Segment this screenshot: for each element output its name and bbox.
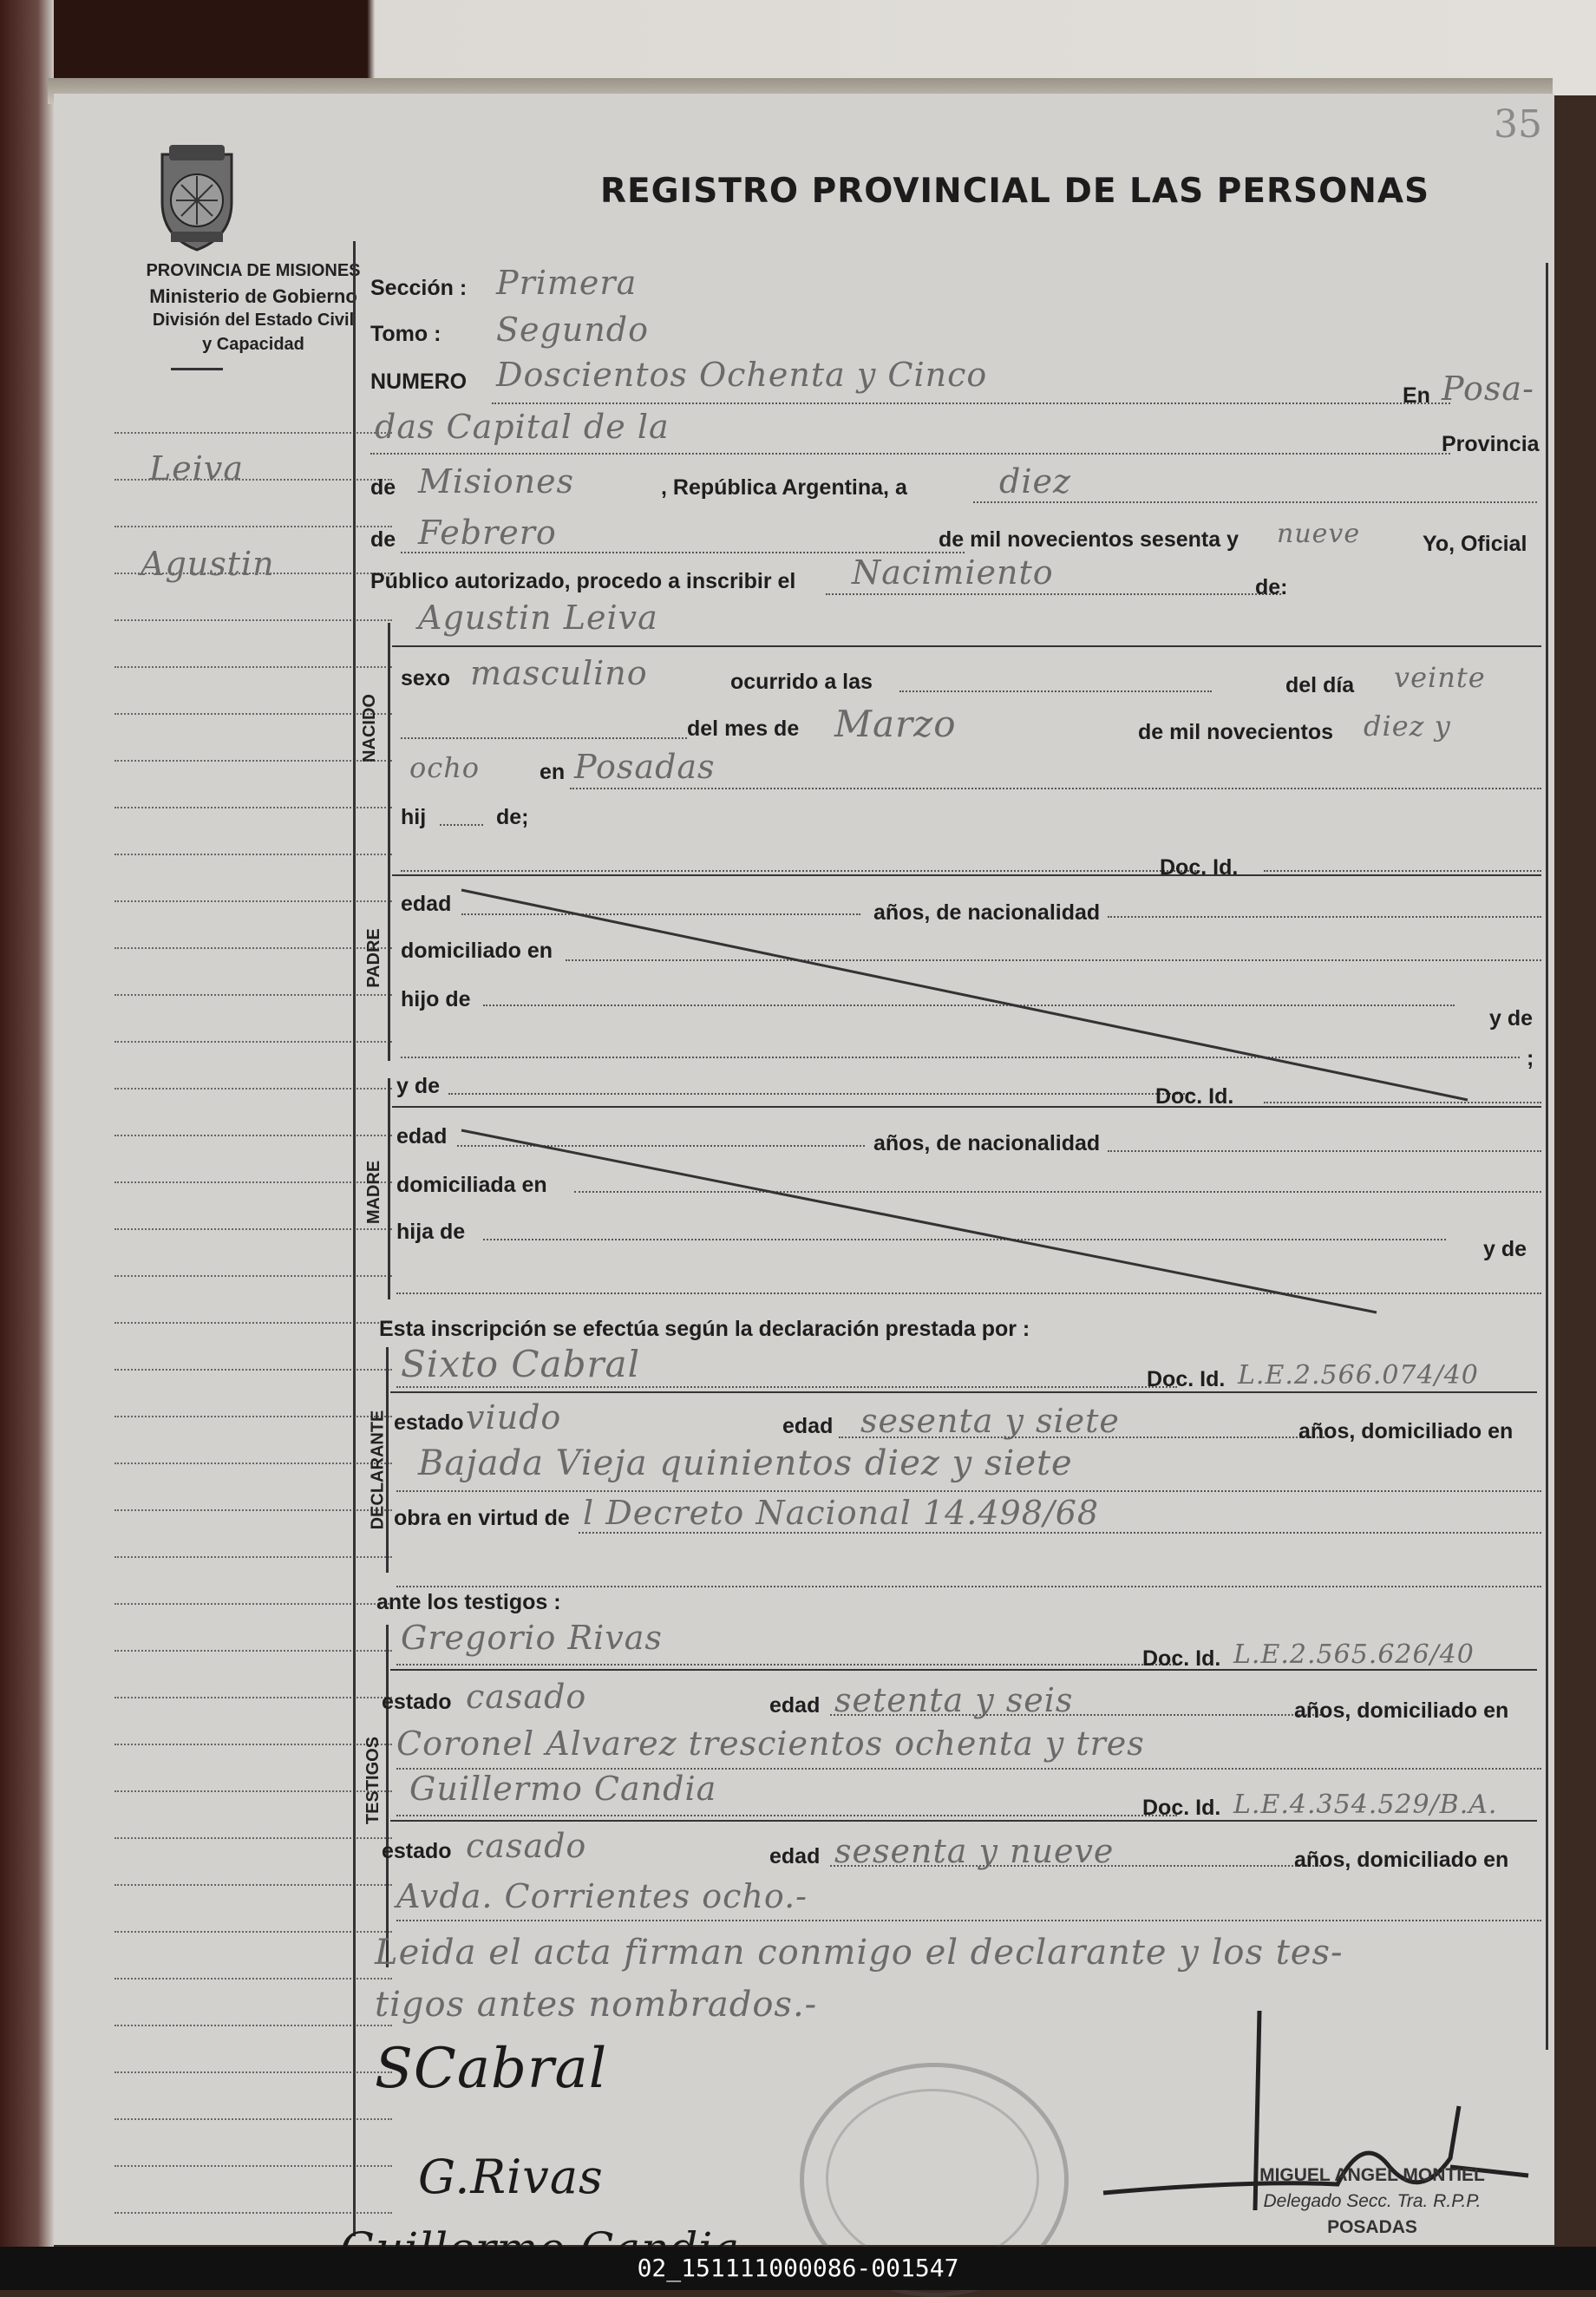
witness1-anos-label: años, domiciliado en: [1294, 1698, 1509, 1723]
birth-year-a-value: diez y: [1364, 710, 1451, 743]
decree-value: l Decreto Nacional 14.498/68: [583, 1494, 1100, 1532]
declarant-state-value: viudo: [466, 1398, 562, 1436]
declarant-age-line: [839, 1436, 1325, 1438]
witness2-name-value: Guillermo Candia: [409, 1770, 717, 1808]
madre-hija-label: hija de: [396, 1220, 466, 1244]
witness2-doc-value: L.E.4.354.529/B.A.: [1233, 1790, 1498, 1820]
closing-text-line2: tigos antes nombrados.-: [375, 1985, 818, 2025]
witness1-age-line: [830, 1714, 1325, 1716]
witness1-state-value: casado: [466, 1678, 587, 1716]
sex-value: masculino: [470, 654, 648, 692]
birth-place-value: Posadas: [574, 748, 716, 786]
declarant-age-value: sesenta y siete: [860, 1402, 1120, 1440]
witness1-name-value: Gregorio Rivas: [401, 1619, 663, 1657]
margin-given-name: Agustin: [141, 545, 275, 583]
witness2-edad-label: edad: [769, 1844, 821, 1868]
declarant-address-value: Bajada Vieja quinientos diez y siete: [418, 1443, 1073, 1483]
capacity-label: y Capacidad: [202, 335, 304, 354]
day-value: diez: [999, 462, 1071, 501]
declarant-extra-line: [396, 1586, 1541, 1587]
province-value: Misiones: [418, 462, 575, 501]
del-mes-label: del mes de: [687, 717, 800, 741]
child-name-value: Agustin Leiva: [418, 599, 658, 637]
witness1-estado-label: estado: [382, 1690, 452, 1714]
witness2-age-line: [830, 1865, 1325, 1867]
image-id-footer: 02_151111000086-001547: [0, 2247, 1596, 2290]
witness1-address-value: Coronel Alvarez trescientos ochenta y tres: [396, 1724, 1145, 1763]
province-label: PROVINCIA DE MISIONES: [146, 261, 361, 280]
official-role: Delegado Secc. Tra. R.P.P.: [1263, 2191, 1482, 2211]
declarant-name-line: [396, 1386, 1177, 1388]
division-label: División del Estado Civil: [152, 311, 355, 330]
act-value: Nacimiento: [852, 553, 1054, 592]
madre-domicilio-label: domiciliada en: [396, 1173, 547, 1197]
padre-domicilio-label: domiciliado en: [401, 939, 553, 963]
document-title: REGISTRO PROVINCIAL DE LAS PERSONAS: [600, 172, 1430, 211]
ministry-label: Ministerio de Gobierno: [149, 285, 357, 307]
page-number: 35: [1494, 102, 1542, 147]
birth-month-value: Marzo: [834, 703, 957, 745]
register-page: [54, 94, 1554, 2245]
padre-hijo-label: hijo de: [401, 987, 471, 1011]
strike-lines: [54, 94, 1554, 2245]
nacido-section-label: NACIDO: [359, 694, 379, 762]
numero-label: NUMERO: [370, 370, 468, 394]
madre-nac-label: años, de nacionalidad: [873, 1131, 1101, 1155]
obra-label: obra en virtud de: [394, 1506, 570, 1530]
witness2-anos-label: años, domiciliado en: [1294, 1848, 1509, 1872]
testigos-bracket: [386, 1625, 389, 1967]
witness1-doc-value: L.E.2.565.626/40: [1233, 1639, 1475, 1670]
book-binding: [0, 0, 54, 2290]
mil-novecientos-label: de mil novecientos: [1138, 720, 1334, 744]
padre-section-label: PADRE: [363, 928, 383, 988]
official-seal-inner: [826, 2089, 1039, 2268]
padre-y-de-label: y de: [1489, 1006, 1534, 1031]
provincia-label: Provincia: [1442, 432, 1540, 456]
witness2-state-value: casado: [466, 1827, 587, 1865]
en-place-value: Posa-: [1442, 370, 1534, 408]
padre-semicolon: ;: [1527, 1046, 1534, 1070]
republica-label: , República Argentina, a: [661, 475, 907, 500]
witness2-name-line: [396, 1815, 1177, 1816]
testigos-section-label: TESTIGOS: [363, 1736, 383, 1825]
de-label-2: de: [370, 527, 396, 552]
declarant-doc-label: Doc. Id.: [1147, 1367, 1226, 1391]
declarant-address-line: [396, 1490, 1541, 1492]
del-dia-label: del día: [1285, 673, 1355, 697]
en-label: En: [1403, 383, 1430, 408]
madre-y-de-label-2: y de: [1483, 1237, 1527, 1261]
seccion-label: Sección :: [370, 276, 468, 300]
declarant-edad-label: edad: [782, 1414, 834, 1438]
declarante-bracket: [386, 1347, 389, 1573]
yo-oficial-label: Yo, Oficial: [1423, 532, 1527, 556]
witness2-age-value: sesenta y nueve: [834, 1832, 1115, 1870]
official-city: POSADAS: [1327, 2217, 1417, 2237]
witness2-top-rule: [390, 1820, 1537, 1822]
closing-text-line1: Leida el acta firman conmigo el declarante y los tes-: [375, 1933, 1344, 1973]
signature-witness1: G.Rivas: [418, 2150, 604, 2204]
signature-declarant: SCabral: [375, 2037, 608, 2101]
declarant-name-value: Sixto Cabral: [401, 1343, 641, 1385]
madre-y-de-label: y de: [396, 1074, 441, 1098]
en-label-2: en: [540, 760, 566, 784]
tomo-value: Segundo: [496, 311, 649, 349]
margin-surname: Leiva: [149, 449, 244, 488]
witness1-name-line: [396, 1664, 1177, 1665]
publico-label: Público autorizado, procedo a inscribir el: [370, 569, 796, 593]
declarant-estado-label: estado: [394, 1410, 464, 1435]
declarant-doc-value: L.E.2.566.074/40: [1238, 1360, 1479, 1391]
declarant-top-rule: [390, 1391, 1537, 1393]
madre-edad-label: edad: [396, 1124, 448, 1148]
witness1-top-rule: [390, 1669, 1537, 1671]
birth-day-value: veinte: [1394, 661, 1486, 694]
birth-year-b-value: ocho: [409, 751, 481, 784]
ocurrido-label: ocurrido a las: [730, 670, 873, 694]
mil-sesenta-label: de mil novecientos sesenta y: [939, 527, 1239, 552]
witness2-address-line: [396, 1920, 1541, 1921]
witness2-doc-label: Doc. Id.: [1142, 1796, 1221, 1820]
padre-edad-label: edad: [401, 892, 452, 916]
inscripcion-label: Esta inscripción se efectúa según la declaración prestada por :: [379, 1317, 1030, 1341]
tomo-label: Tomo :: [370, 322, 442, 346]
declarante-section-label: DECLARANTE: [368, 1410, 388, 1530]
decree-line: [579, 1532, 1541, 1534]
de-semicolon-label: de;: [496, 805, 529, 829]
padre-nac-label: años, de nacionalidad: [873, 900, 1101, 925]
padre-doc-label: Doc. Id.: [1160, 855, 1239, 880]
numero-value: Doscientos Ochenta y Cinco: [496, 356, 988, 394]
sexo-label: sexo: [401, 666, 450, 690]
madre-section-label: MADRE: [364, 1160, 384, 1225]
ante-testigos-label: ante los testigos :: [376, 1590, 561, 1614]
madre-doc-label: Doc. Id.: [1155, 1084, 1234, 1109]
declarant-anos-label: años, domiciliado en: [1298, 1419, 1514, 1443]
witness2-address-value: Avda. Corrientes ocho.-: [396, 1877, 808, 1915]
witness1-doc-label: Doc. Id.: [1142, 1646, 1221, 1671]
hij-label: hij: [401, 805, 427, 829]
place-cont-value: das Capital de la: [375, 408, 670, 446]
witness1-edad-label: edad: [769, 1693, 821, 1718]
year-suffix-value: nueve: [1277, 519, 1361, 549]
witness1-age-value: setenta y seis: [834, 1681, 1074, 1719]
month-value: Febrero: [418, 514, 557, 552]
witness2-estado-label: estado: [382, 1839, 452, 1863]
seccion-value: Primera: [496, 264, 638, 302]
de-colon-label: de:: [1255, 575, 1288, 599]
de-label-1: de: [370, 475, 396, 500]
official-name: MIGUEL ANGEL MONTIEL: [1259, 2165, 1485, 2185]
